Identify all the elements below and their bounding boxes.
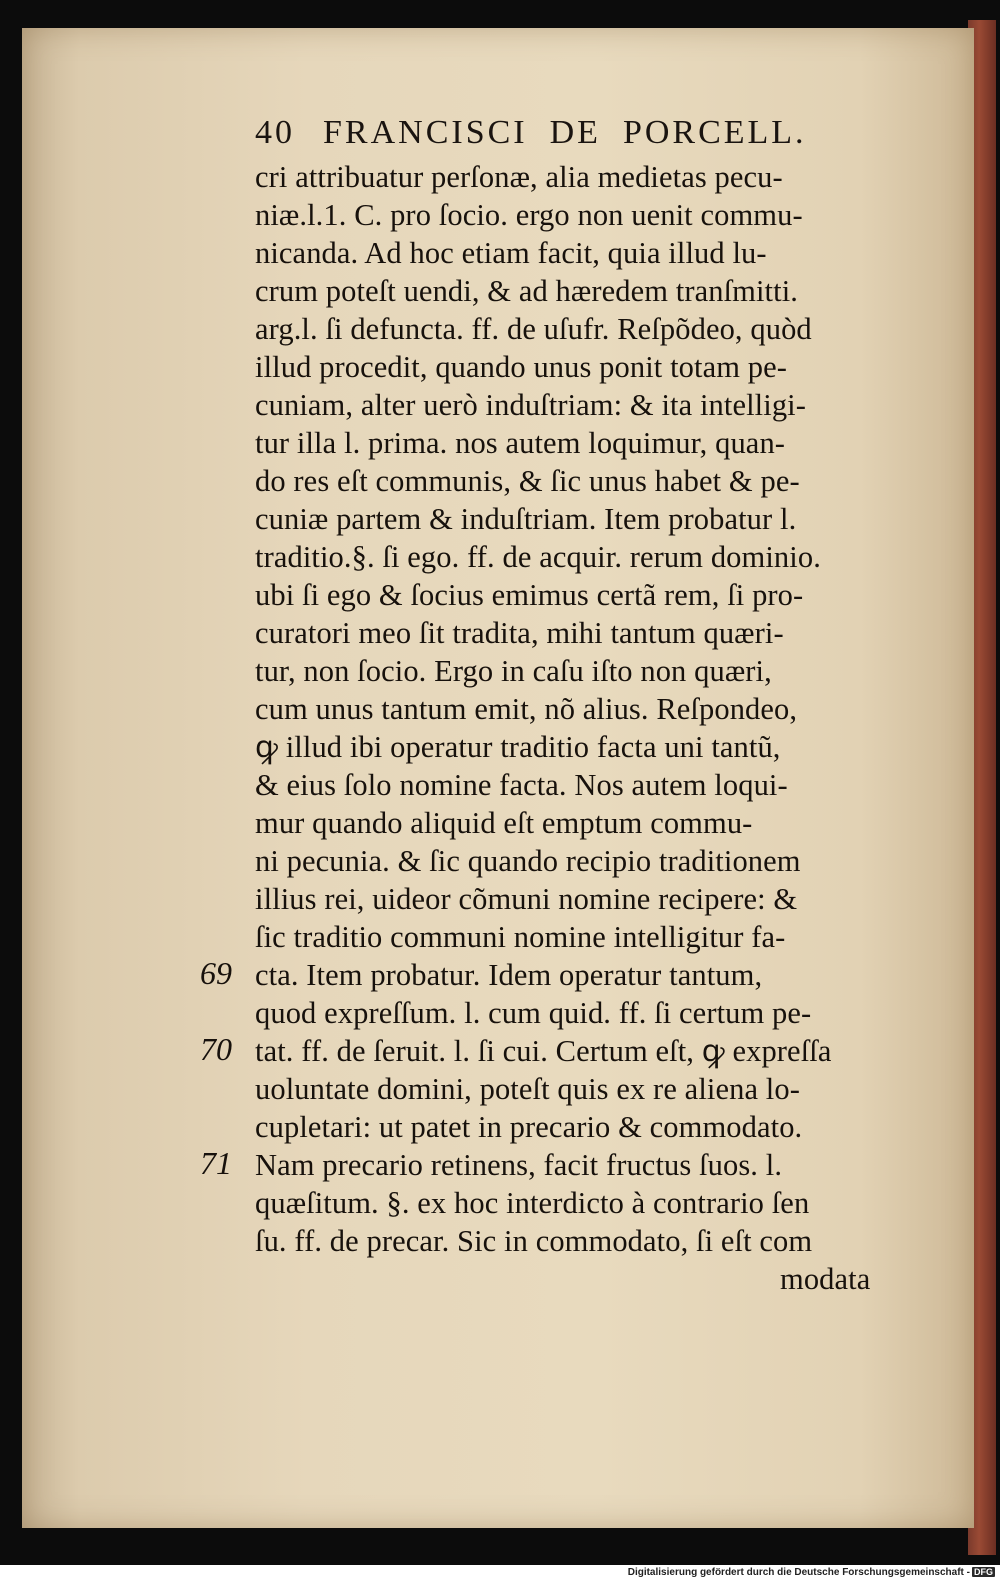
text-line: curatori meo ſit tradita, mihi tantum quæri- bbox=[255, 616, 784, 650]
text-line: tur illa l. prima. nos autem loquimur, quan- bbox=[255, 426, 786, 460]
text-line: nicanda. Ad hoc etiam facit, quia illud lu- bbox=[255, 236, 767, 270]
text-line: Nam precario retinens, facit fructus ſuos. l. bbox=[255, 1148, 783, 1182]
text-line: niæ.l.1. C. pro ſocio. ergo non uenit commu- bbox=[255, 198, 803, 232]
text-line: illius rei, uideor cõmuni nomine recipere: & bbox=[255, 882, 798, 916]
text-line: cum unus tantum emit, nõ alius. Reſpondeo, bbox=[255, 692, 798, 726]
dfg-logo: DFG bbox=[974, 1567, 993, 1577]
margin-number-70: 70 bbox=[200, 1031, 232, 1067]
header-word-3: PORCELL. bbox=[622, 114, 807, 151]
text-line: illud procedit, quando unus ponit totam pe- bbox=[255, 350, 788, 384]
text-line: cta. Item probatur. Idem operatur tantum, bbox=[255, 958, 763, 992]
credit-text: Digitalisierung gefördert durch die Deutsche Forschungsgemeinschaft - bbox=[627, 1567, 970, 1578]
text-line: cuniam, alter uerò induſtriam: & ita intelligi- bbox=[255, 388, 807, 422]
text-line: ni pecunia. & ſic quando recipio traditionem bbox=[255, 844, 801, 878]
margin-number-69: 69 bbox=[200, 955, 232, 991]
margin-number-71: 71 bbox=[200, 1145, 232, 1181]
digitization-credit bbox=[600, 1567, 995, 1581]
text-line: cuniæ partem & induſtriam. Item probatur l. bbox=[255, 502, 797, 536]
text-line: ꝙ illud ibi operatur traditio facta uni tantũ, bbox=[255, 730, 781, 764]
text-line: cupletari: ut patet in precario & commodato. bbox=[255, 1110, 803, 1144]
running-header bbox=[255, 114, 855, 154]
text-line: mur quando aliquid eſt emptum commu- bbox=[255, 806, 753, 840]
page-number: 40 bbox=[255, 114, 295, 151]
text-line: tat. ff. de ſeruit. l. ſi cui. Certum eſt, ꝙ expreſſa bbox=[255, 1034, 832, 1068]
header-word-2: DE bbox=[549, 114, 601, 151]
text-line: quæſitum. §. ex hoc interdicto à contrario ſen bbox=[255, 1186, 810, 1220]
text-line: ſic traditio communi nomine intelligitur fa- bbox=[255, 920, 786, 954]
text-line: ſu. ff. de precar. Sic in commodato, ſi eſt com bbox=[255, 1224, 813, 1258]
text-line: quod expreſſum. l. cum quid. ff. ſi certum pe- bbox=[255, 996, 812, 1030]
text-line: arg.l. ſi defuncta. ff. de uſufr. Reſpõdeo, quòd bbox=[255, 312, 812, 346]
text-line: ubi ſi ego & ſocius emimus certã rem, ſi pro- bbox=[255, 578, 804, 612]
header-word-1: FRANCISCI bbox=[323, 114, 528, 151]
text-line: uoluntate domini, poteſt quis ex re aliena lo- bbox=[255, 1072, 800, 1106]
text-line: cri attribuatur perſonæ, alia medietas pecu- bbox=[255, 160, 783, 194]
text-line: tur, non ſocio. Ergo in caſu iſto non quæri, bbox=[255, 654, 772, 688]
catchword: modata bbox=[780, 1262, 871, 1296]
text-line: & eius ſolo nomine facta. Nos autem loqui- bbox=[255, 768, 788, 802]
text-line: traditio.§. ſi ego. ff. de acquir. rerum dominio. bbox=[255, 540, 821, 574]
text-line: do res eſt communis, & ſic unus habet & pe- bbox=[255, 464, 800, 498]
text-line: crum poteſt uendi, & ad hæredem tranſmitti. bbox=[255, 274, 799, 308]
